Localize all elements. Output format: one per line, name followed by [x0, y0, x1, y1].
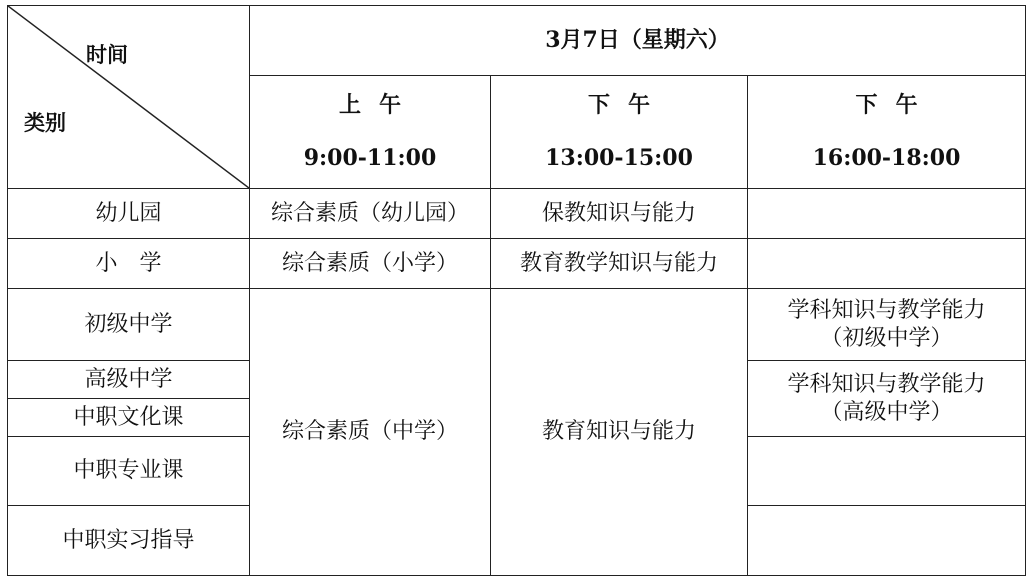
- slot-afternoon1-time: 13:00-15:00: [545, 145, 693, 171]
- category-vocational-major: 中职专业课: [8, 437, 250, 506]
- slot-afternoon1-header: [491, 76, 748, 189]
- cell-kindergarten-afternoon1: 保教知识与能力: [491, 189, 748, 239]
- cell-primary-morning: 综合素质（小学）: [250, 239, 491, 289]
- corner-category-label: 类别: [24, 110, 66, 135]
- table-row-primary: [8, 239, 1026, 289]
- corner-time-label: 时间: [86, 42, 128, 67]
- category-kindergarten: 幼儿园: [8, 189, 250, 239]
- diagonal-divider: [8, 6, 249, 188]
- table-row-kindergarten: [8, 189, 1026, 239]
- slot-morning-name: 上午: [338, 91, 419, 118]
- category-vocational-culture: 中职文化课: [8, 399, 250, 437]
- slot-afternoon1-name: 下午: [587, 91, 668, 118]
- cell-secondary-afternoon1: 教育知识与能力: [491, 289, 748, 576]
- category-junior: 初级中学: [8, 289, 250, 361]
- cell-primary-afternoon1: 教育教学知识与能力: [491, 239, 748, 289]
- slot-morning-time: 9:00-11:00: [303, 145, 437, 171]
- category-senior: 高级中学: [8, 361, 250, 399]
- cell-vocational-major-afternoon2: [748, 437, 1026, 506]
- cell-vocational-internship-afternoon2: [748, 506, 1026, 576]
- cell-secondary-morning: 综合素质（中学）: [250, 289, 491, 576]
- exam-schedule-table: [7, 5, 1026, 576]
- header-row-date: [8, 6, 1026, 76]
- senior-level-line: （高级中学）: [820, 399, 953, 425]
- senior-subject-line: 学科知识与教学能力: [787, 372, 986, 397]
- cell-kindergarten-morning: 综合素质（幼儿园）: [250, 189, 491, 239]
- cell-junior-afternoon2: [748, 289, 1026, 361]
- category-primary: 小 学: [8, 239, 250, 289]
- cell-kindergarten-afternoon2: [748, 189, 1026, 239]
- cell-senior-afternoon2: [748, 361, 1026, 437]
- date-header: 3月7日（星期六）: [250, 6, 1026, 76]
- corner-header-cell: [8, 6, 250, 189]
- slot-afternoon2-header: [748, 76, 1026, 189]
- junior-level-line: （初级中学）: [820, 325, 953, 351]
- junior-subject-line: 学科知识与教学能力: [787, 298, 986, 323]
- cell-primary-afternoon2: [748, 239, 1026, 289]
- slot-morning-header: [250, 76, 491, 189]
- category-vocational-internship: 中职实习指导: [8, 506, 250, 576]
- slot-afternoon2-time: 16:00-18:00: [812, 145, 961, 171]
- slot-afternoon2-name: 下午: [855, 91, 936, 118]
- table-row-junior: [8, 289, 1026, 361]
